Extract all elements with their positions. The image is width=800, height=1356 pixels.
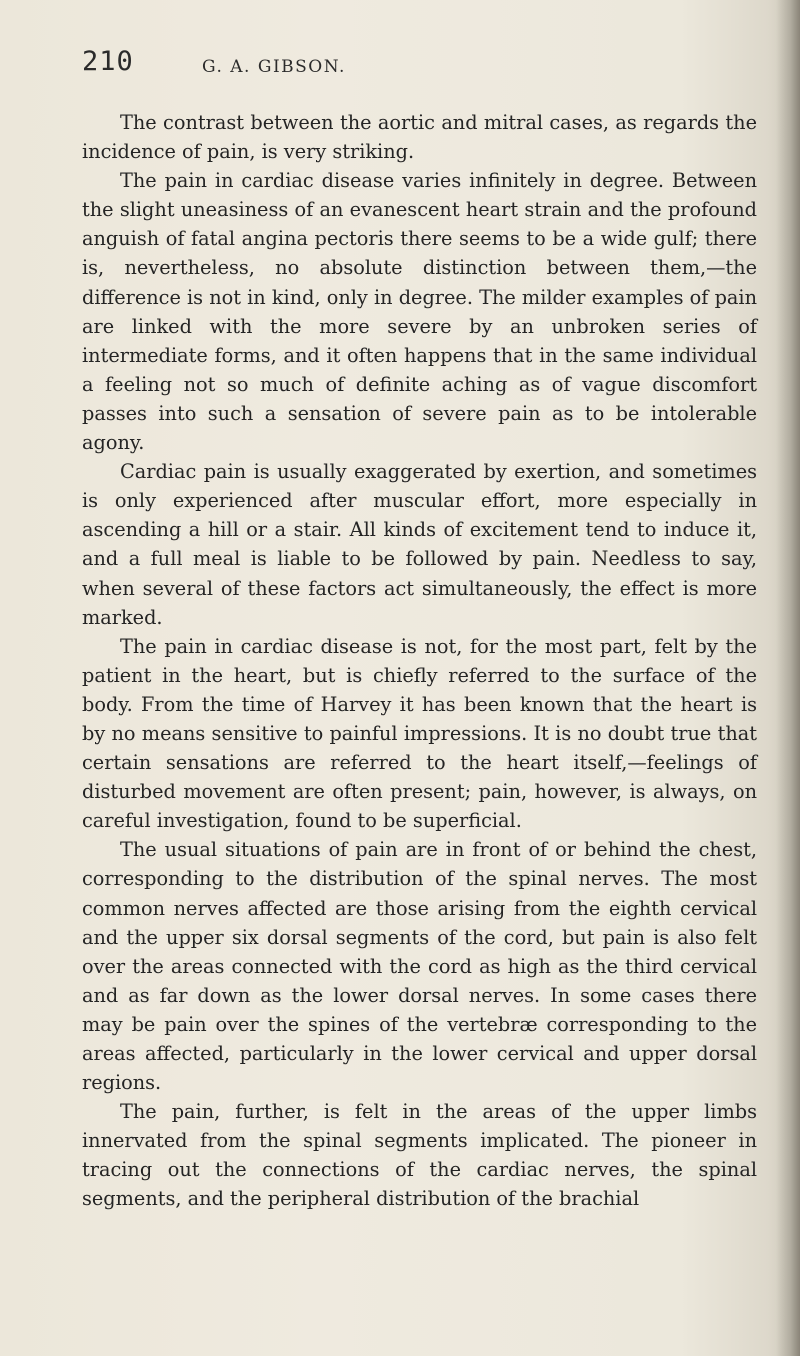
body-text <box>82 108 757 1214</box>
paragraph: Cardiac pain is usually exaggerated by exertion, and sometimes is only experienced after muscular effort, more especially in ascending a hill or a stair. All kinds of excitement tend to induce it, and a full meal is liable to be followed by pain. Needless to say, when several of these factors act simultaneously, the effect is more marked. <box>82 460 757 629</box>
page-edge-shadow <box>776 0 800 1356</box>
paragraph: The pain in cardiac disease varies infinitely in degree. Between the slight uneasiness of an evanescent heart strain and the profound anguish of fatal angina pectoris there seems to be a wide gulf; there is, nevertheless, no absolute distinction between them,—the difference is not in kind, only in degree. The milder examples of pain are linked with the more severe by an unbroken series of intermediate forms, and it often happens that in the same individual a feeling not so much of definite aching as of vague discomfort passes into such a sensation of severe pain as to be intolerable agony. <box>82 169 757 455</box>
running-head <box>82 46 722 86</box>
running-head-author: G. A. GIBSON. <box>202 57 346 77</box>
paragraph: The contrast between the aortic and mitral cases, as regards the incidence of pain, is very striking. <box>82 111 757 164</box>
page-number: 210 <box>82 46 134 77</box>
paragraph: The pain in cardiac disease is not, for the most part, felt by the patient in the heart, but is chiefly referred to the surface of the body. From the time of Harvey it has been known that the heart is by no means sensitive to painful impressions. It is no doubt true that certain sensations are referred to the heart itself,—feelings of disturbed movement are often present; pain, however, is always, on careful investigation, found to be superficial. <box>82 634 757 833</box>
paragraph: The usual situations of pain are in front of or behind the chest, corresponding to the distribution of the spinal nerves. The most common nerves affected are those arising from the eighth cervical and the upper six dorsal segments of the cord, but pain is also felt over the areas connected with the cord as high as the third cervical and as far down as the lower dorsal nerves. In some cases there may be pain over the spines of the vertebræ corresponding to the areas affected, particularly in the lower cervical and upper dorsal regions. <box>82 838 757 1095</box>
paragraph: The pain, further, is felt in the areas of the upper limbs innervated from the spinal segments implicated. The pioneer in tracing out the connections of the cardiac nerves, the spinal segments, and the peripheral distribution of the brachial <box>82 1100 757 1211</box>
